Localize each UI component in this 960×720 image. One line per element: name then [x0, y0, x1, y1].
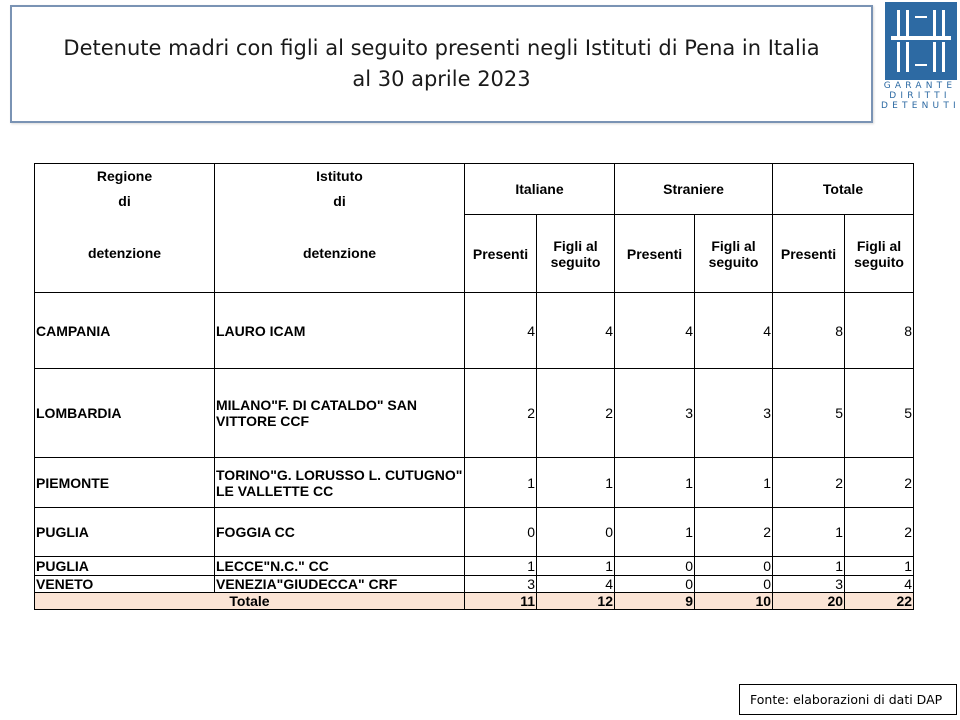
page-title: Detenute madri con figli al seguito presenti negli Istituti di Pena in Italia — [63, 36, 820, 60]
table-row — [35, 369, 914, 458]
cell-value: 4 — [695, 293, 773, 369]
table-row — [35, 293, 914, 369]
cell-value: 1 — [615, 458, 695, 508]
cell-value: 0 — [615, 576, 695, 593]
header-row-groups — [35, 164, 914, 215]
logo-text-detenuti: DETENUTI — [881, 101, 960, 111]
header-presenti: Presenti — [615, 215, 695, 293]
header-straniere: Straniere — [615, 164, 773, 215]
cell-value: 2 — [845, 508, 914, 557]
cell-istituto: TORINO"G. LORUSSO L. CUTUGNO" LE VALLETTE CC — [215, 458, 465, 508]
header-presenti: Presenti — [465, 215, 537, 293]
header-presenti: Presenti — [773, 215, 845, 293]
table-row — [35, 557, 914, 576]
cell-value: 4 — [845, 576, 914, 593]
cell-istituto: LAURO ICAM — [215, 293, 465, 369]
header-figli: Figli al seguito — [845, 215, 914, 293]
header-regione-line3: detenzione — [87, 244, 162, 261]
cell-value: 1 — [537, 458, 615, 508]
cell-value: 1 — [537, 557, 615, 576]
cell-value: 1 — [465, 458, 537, 508]
garante-logo-icon — [885, 2, 957, 80]
total-value: 9 — [615, 593, 695, 610]
cell-regione: VENETO — [35, 576, 215, 593]
cell-value: 3 — [695, 369, 773, 458]
cell-value: 4 — [465, 293, 537, 369]
cell-value: 2 — [845, 458, 914, 508]
total-value: 12 — [537, 593, 615, 610]
page-subtitle: al 30 aprile 2023 — [352, 67, 531, 91]
total-value: 20 — [773, 593, 845, 610]
logo-mark-graphic — [885, 2, 957, 80]
cell-value: 8 — [773, 293, 845, 369]
cell-istituto: FOGGIA CC — [215, 508, 465, 557]
cell-value: 5 — [773, 369, 845, 458]
table-row — [35, 576, 914, 593]
title-box — [10, 5, 873, 123]
cell-value: 3 — [615, 369, 695, 458]
cell-value: 0 — [695, 557, 773, 576]
cell-value: 2 — [773, 458, 845, 508]
total-row — [35, 593, 914, 610]
detainee-mothers-table — [34, 163, 914, 610]
cell-value: 4 — [537, 576, 615, 593]
cell-value: 0 — [537, 508, 615, 557]
header-istituto-line1: Istituto — [316, 168, 363, 184]
header-italiane: Italiane — [465, 164, 615, 215]
cell-value: 1 — [615, 508, 695, 557]
cell-value: 5 — [845, 369, 914, 458]
header-figli: Figli al seguito — [537, 215, 615, 293]
header-totale: Totale — [773, 164, 914, 215]
cell-regione: PIEMONTE — [35, 458, 215, 508]
cell-regione: CAMPANIA — [35, 293, 215, 369]
header-istituto-line3: detenzione — [302, 244, 377, 261]
logo-text-diritti: DIRITTI — [889, 91, 951, 101]
logo-text-garante: GARANTE — [883, 81, 957, 91]
header-istituto-line2: di — [333, 193, 346, 209]
header-regione-line1: Regione — [96, 168, 153, 184]
cell-value: 0 — [695, 576, 773, 593]
cell-value: 3 — [465, 576, 537, 593]
header-regione — [35, 164, 215, 293]
header-figli: Figli al seguito — [695, 215, 773, 293]
cell-value: 2 — [465, 369, 537, 458]
cell-value: 1 — [465, 557, 537, 576]
cell-value: 4 — [537, 293, 615, 369]
cell-istituto: VENEZIA"GIUDECCA" CRF — [215, 576, 465, 593]
cell-value: 0 — [615, 557, 695, 576]
table-row — [35, 508, 914, 557]
cell-value: 2 — [695, 508, 773, 557]
table-row — [35, 458, 914, 508]
source-note: Fonte: elaborazioni di dati DAP — [739, 684, 957, 715]
cell-value: 1 — [695, 458, 773, 508]
total-value: 22 — [845, 593, 914, 610]
cell-value: 1 — [845, 557, 914, 576]
cell-regione: PUGLIA — [35, 508, 215, 557]
cell-regione: PUGLIA — [35, 557, 215, 576]
header-istituto — [215, 164, 465, 293]
garante-logo — [881, 2, 960, 111]
cell-value: 1 — [773, 508, 845, 557]
cell-value: 1 — [773, 557, 845, 576]
cell-value: 8 — [845, 293, 914, 369]
cell-istituto: LECCE"N.C." CC — [215, 557, 465, 576]
cell-istituto: MILANO"F. DI CATALDO" SAN VITTORE CCF — [215, 369, 465, 458]
total-label: Totale — [35, 593, 465, 610]
cell-value: 3 — [773, 576, 845, 593]
header-regione-line2: di — [118, 193, 131, 209]
cell-regione: LOMBARDIA — [35, 369, 215, 458]
cell-value: 0 — [465, 508, 537, 557]
total-value: 11 — [465, 593, 537, 610]
cell-value: 2 — [537, 369, 615, 458]
cell-value: 4 — [615, 293, 695, 369]
total-value: 10 — [695, 593, 773, 610]
